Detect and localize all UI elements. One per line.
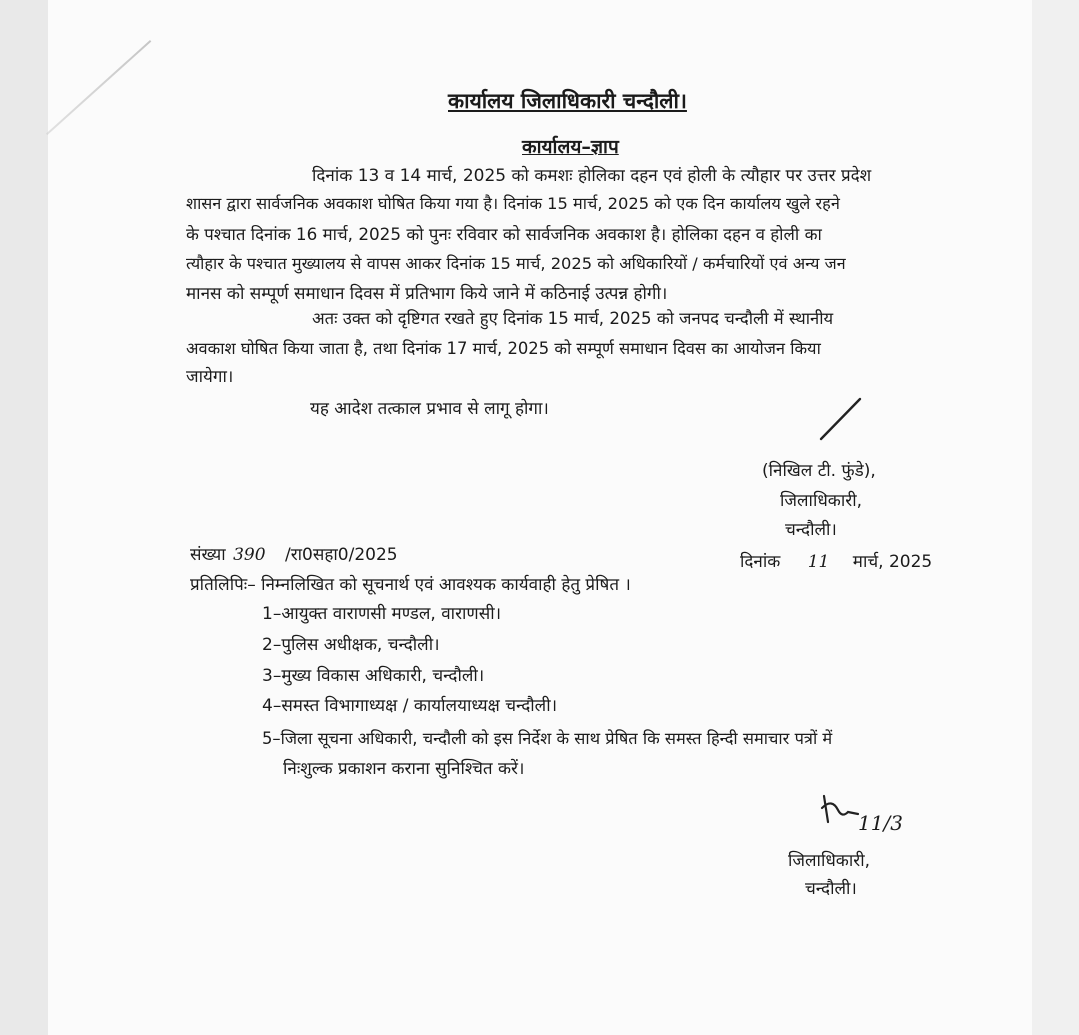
order-effective-line: यह आदेश तत्काल प्रभाव से लागू होगा। bbox=[310, 399, 549, 419]
body-line-2: शासन द्वारा सार्वजनिक अवकाश घोषित किया गया है। दिनांक 15 मार्च, 2025 को एक दिन कार्यालय खुले रहने bbox=[186, 194, 840, 213]
body-line-3: के पश्चात दिनांक 16 मार्च, 2025 को पुनः रविवार को सार्वजनिक अवकाश है। होलिका दहन व होली का bbox=[186, 224, 822, 244]
officer-name: (निखिल टी. फुंडे), bbox=[762, 461, 876, 481]
reference-label: संख्या bbox=[190, 545, 226, 565]
body-line-5: मानस को सम्पूर्ण समाधान दिवस में प्रतिभाग किये जाने में कठिनाई उत्पन्न होगी। bbox=[186, 284, 668, 304]
officer-place: चन्दौली। bbox=[785, 520, 837, 540]
signature-stroke-mark bbox=[815, 395, 865, 445]
office-title: कार्यालय जिलाधिकारी चन्दौली। bbox=[448, 89, 687, 113]
page-edge bbox=[1032, 0, 1079, 1035]
officer-designation: जिलाधिकारी, bbox=[780, 491, 863, 511]
copy-intro: प्रतिलिपिः– निम्नलिखित को सूचनार्थ एवं आवश्यक कार्यवाही हेतु प्रेषित । bbox=[190, 575, 631, 595]
body-line-1: दिनांक 13 व 14 मार्च, 2025 को कमशः होलिका दहन एवं होली के त्यौहार पर उत्तर प्रदेश bbox=[312, 166, 872, 186]
second-designation: जिलाधिकारी, bbox=[788, 851, 871, 871]
reference-handwritten-number: 390 bbox=[233, 545, 266, 565]
body-line-7: अवकाश घोषित किया जाता है, तथा दिनांक 17 मार्च, 2025 को सम्पूर्ण समाधान दिवस का आयोजन किया bbox=[186, 339, 821, 358]
second-place: चन्दौली। bbox=[805, 879, 857, 899]
copy-item-5-continued: निःशुल्क प्रकाशन कराना सुनिश्चित करें। bbox=[283, 759, 525, 779]
reference-suffix: /रा0सहा0/2025 bbox=[284, 545, 398, 565]
copy-item-1: 1–आयुक्त वाराणसी मण्डल, वाराणसी। bbox=[262, 604, 502, 624]
date-handwritten-day: 11 bbox=[807, 552, 830, 572]
reference-number bbox=[190, 544, 398, 566]
initial-date: 11/3 bbox=[858, 811, 903, 835]
copy-item-5: 5–जिला सूचना अधिकारी, चन्दौली को इस निर्देश के साथ प्रेषित कि समस्त हिन्दी समाचार पत्रों में bbox=[262, 729, 833, 748]
reference-date bbox=[740, 551, 932, 573]
date-suffix: मार्च, 2025 bbox=[852, 552, 933, 572]
date-label: दिनांक bbox=[740, 552, 781, 572]
copy-item-2: 2–पुलिस अधीक्षक, चन्दौली। bbox=[262, 635, 440, 655]
copy-item-3: 3–मुख्य विकास अधिकारी, चन्दौली। bbox=[262, 666, 485, 686]
copy-item-4: 4–समस्त विभागाध्यक्ष / कार्यालयाध्यक्ष चन्दौली। bbox=[262, 696, 558, 716]
body-line-4: त्यौहार के पश्चात मुख्यालय से वापस आकर दिनांक 15 मार्च, 2025 को अधिकारियों / कर्मचारियों एवं अन्य जन bbox=[186, 254, 846, 273]
memo-title: कार्यालय–ज्ञाप bbox=[522, 136, 619, 158]
body-line-6: अतः उक्त को दृष्टिगत रखते हुए दिनांक 15 मार्च, 2025 को जनपद चन्दौली में स्थानीय bbox=[312, 309, 834, 328]
body-line-8: जायेगा। bbox=[186, 367, 234, 387]
